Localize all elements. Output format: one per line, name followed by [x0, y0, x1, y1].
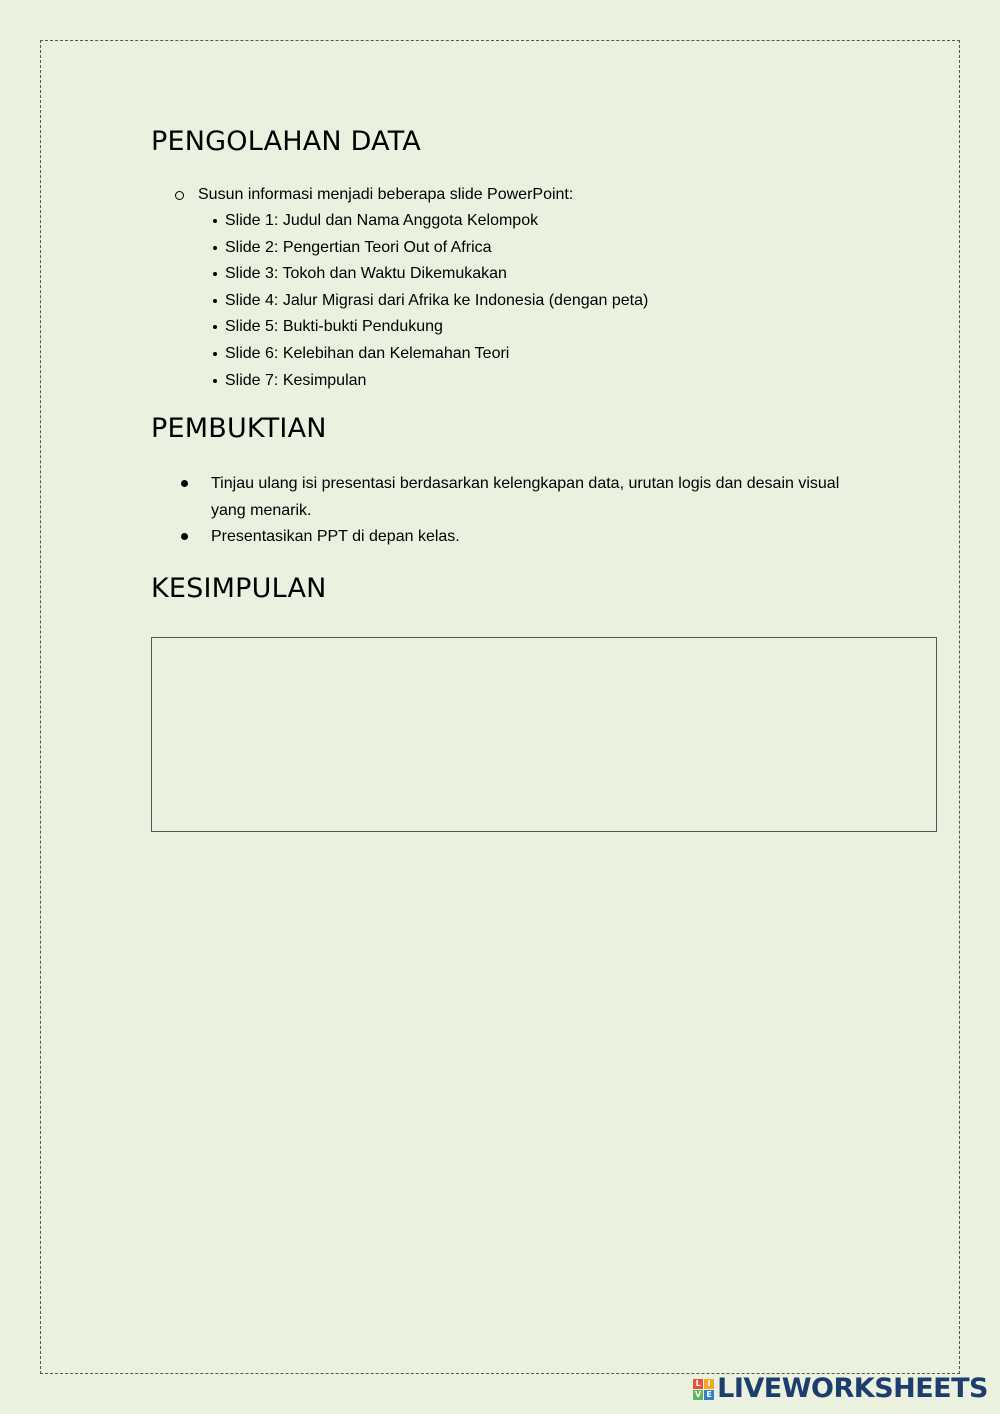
section-title-kesimpulan: KESIMPULAN: [151, 572, 327, 604]
bullet-icon: [181, 480, 188, 487]
slide-text: Slide 4: Jalur Migrasi dari Afrika ke Indonesia (dengan peta): [225, 291, 649, 309]
slide-text: Slide 7: Kesimpulan: [225, 371, 367, 389]
conclusion-answer-box[interactable]: [151, 637, 937, 832]
slide-text: Slide 5: Bukti-bukti Pendukung: [225, 318, 443, 336]
bullet-icon: [213, 272, 217, 276]
bullet-icon: [213, 379, 217, 383]
list-item: [151, 341, 941, 368]
list-item: [151, 471, 851, 524]
section-title-pembuktian: PEMBUKTIAN: [151, 413, 327, 445]
bullet-icon: [181, 533, 188, 540]
bullet-icon: [213, 299, 217, 303]
list-item: [151, 235, 941, 262]
slide-list: [151, 208, 941, 394]
list-item: [151, 288, 941, 315]
logo-letter: E: [704, 1390, 714, 1400]
slide-text: Slide 6: Kelebihan dan Kelemahan Teori: [225, 344, 510, 362]
list-item: [151, 261, 941, 288]
proof-text: Tinjau ulang isi presentasi berdasarkan kelengkapan data, urutan logis dan desain visual yang menarik.: [211, 475, 840, 519]
brand-name: LIVEWORKSHEETS: [717, 1373, 988, 1404]
slide-text: Slide 2: Pengertian Teori Out of Africa: [225, 238, 492, 256]
bullet-icon: [213, 352, 217, 356]
liveworksheets-brand: [693, 1374, 988, 1404]
logo-letter: I: [704, 1379, 714, 1389]
hollow-circle-bullet-icon: [175, 191, 184, 200]
bullet-icon: [213, 246, 217, 250]
list-item: [151, 208, 941, 235]
section-title-pengolahan-data: PENGOLAHAN DATA: [151, 126, 421, 157]
list-item: [151, 368, 941, 395]
bullet-icon: [213, 219, 217, 223]
sub-item-instruction: [151, 182, 941, 208]
proof-text: Presentasikan PPT di depan kelas.: [211, 528, 460, 546]
sub-item-text: Susun informasi menjadi beberapa slide PowerPoint:: [198, 186, 574, 203]
logo-letter: L: [693, 1379, 703, 1389]
list-item: [151, 314, 941, 341]
liveworksheets-logo-icon: [693, 1379, 714, 1400]
proof-list: [151, 471, 941, 551]
logo-letter: V: [695, 1389, 702, 1399]
slide-text: Slide 1: Judul dan Nama Anggota Kelompok: [225, 212, 539, 229]
slide-text: Slide 3: Tokoh dan Waktu Dikemukakan: [225, 265, 507, 283]
list-item: [151, 524, 851, 551]
bullet-icon: [213, 325, 217, 329]
worksheet-content: [151, 124, 941, 607]
